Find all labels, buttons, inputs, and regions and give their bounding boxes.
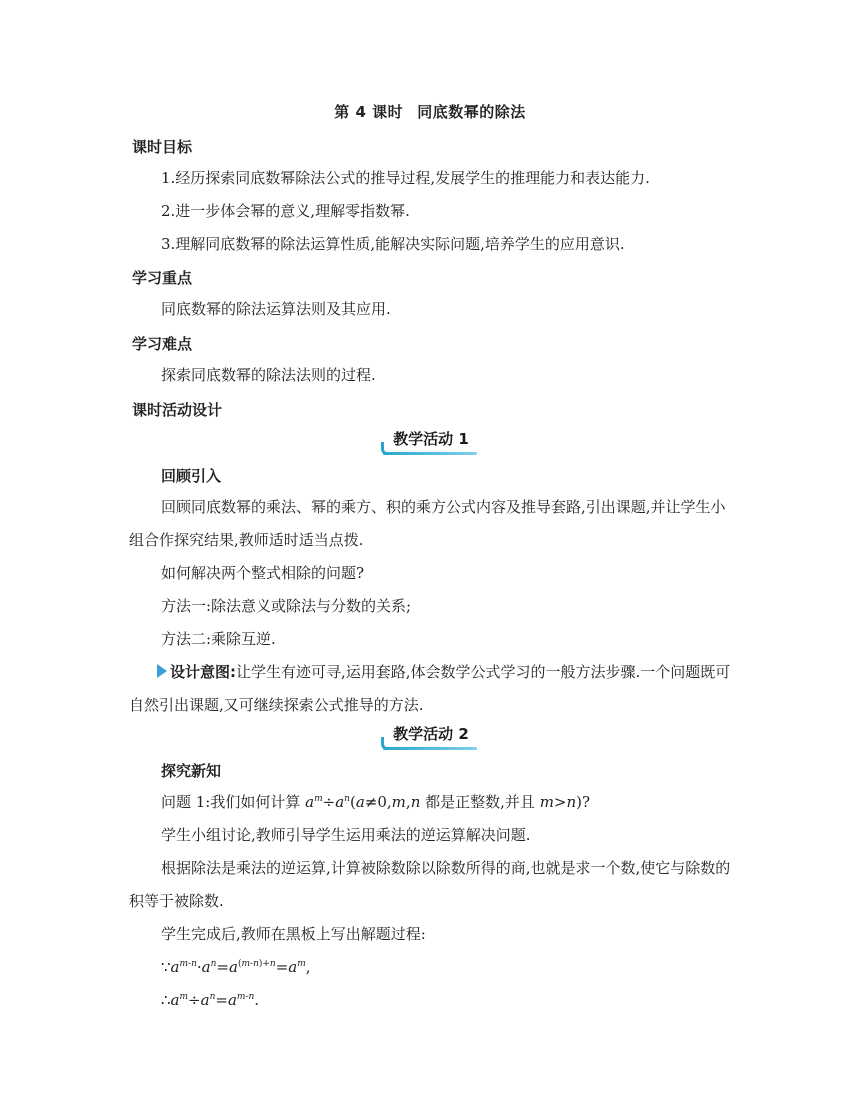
activity-2-badge-label: 教学活动 2 [383, 723, 477, 747]
activity-1-subheading: 回顾引入 [161, 467, 222, 485]
formula-because: $\because a^{m-n}\cdot a^n=a^{(m-n)+n}=a^m$, [161, 958, 311, 976]
problem-1-end: ? [582, 793, 591, 811]
activity-1-badge [0, 428, 860, 452]
design-intent-text: 让学生有迹可寻,运用套路,体会数学公式学习的一般方法步骤.一个问题既可自然引出课题,又可继续探索公式推导的方法. [129, 663, 731, 714]
discussion-text: 学生小组讨论,教师引导学生运用乘法的逆运算解决问题. [161, 826, 531, 844]
design-heading: 课时活动设计 [132, 401, 223, 419]
problem-1-prefix: 问题 1:我们如何计算 [161, 793, 306, 811]
activity-1-question: 如何解决两个整式相除的问题? [161, 564, 365, 582]
objective-2: 2.进一步体会幂的意义,理解零指数幂. [161, 202, 410, 220]
page-title [0, 101, 860, 122]
because-symbol: ∵ [161, 958, 171, 976]
activity-2-badge [0, 723, 860, 747]
activity-1-badge-label: 教学活动 1 [383, 428, 477, 452]
activity-2-subheading: 探究新知 [161, 762, 222, 780]
reasoning-paragraph: 根据除法是乘法的逆运算,计算被除数除以除数所得的商,也就是求一个数,使它与除数的积等于被除数. [129, 859, 731, 910]
objectives-heading: 课时目标 [132, 138, 193, 156]
key-point-heading: 学习重点 [132, 269, 193, 287]
design-intent-label: 设计意图: [170, 663, 236, 681]
activity-1-method-2: 方法二:乘除互逆. [161, 630, 276, 648]
problem-1-suffix: 都是正整数,并且 [425, 793, 540, 811]
activity-1-intro-paragraph: 回顾同底数幂的乘法、幂的乘方、积的乘方公式内容及推导套路,引出课题,并让学生小组合作探究结果,教师适时适当点拨. [129, 498, 726, 549]
activity-1-method-1: 方法一:除法意义或除法与分数的关系; [161, 597, 412, 615]
difficulty-heading: 学习难点 [132, 335, 193, 353]
play-triangle-icon [157, 664, 167, 678]
problem-1: 问题 1:我们如何计算 $a^m\div a^n(a\ne 0,m,n$ 都是正整数,并且 m>n)? [161, 793, 591, 811]
difficulty-text: 探索同底数幂的除法法则的过程. [161, 366, 376, 384]
therefore-symbol: ∴ [161, 991, 171, 1009]
lesson-topic: 同底数幂的除法 [417, 103, 526, 121]
board-text: 学生完成后,教师在黑板上写出解题过程: [161, 925, 426, 943]
objective-1: 1.经历探索同底数幂除法公式的推导过程,发展学生的推理能力和表达能力. [161, 169, 650, 187]
design-intent-paragraph [129, 656, 732, 722]
formula-therefore: $\therefore a^m\div a^n=a^{m-n}$. [161, 991, 260, 1009]
key-point-text: 同底数幂的除法运算法则及其应用. [161, 300, 391, 318]
objective-3: 3.理解同底数幂的除法运算性质,能解决实际问题,培养学生的应用意识. [161, 235, 625, 253]
lesson-number: 第 4 课时 [334, 103, 404, 121]
